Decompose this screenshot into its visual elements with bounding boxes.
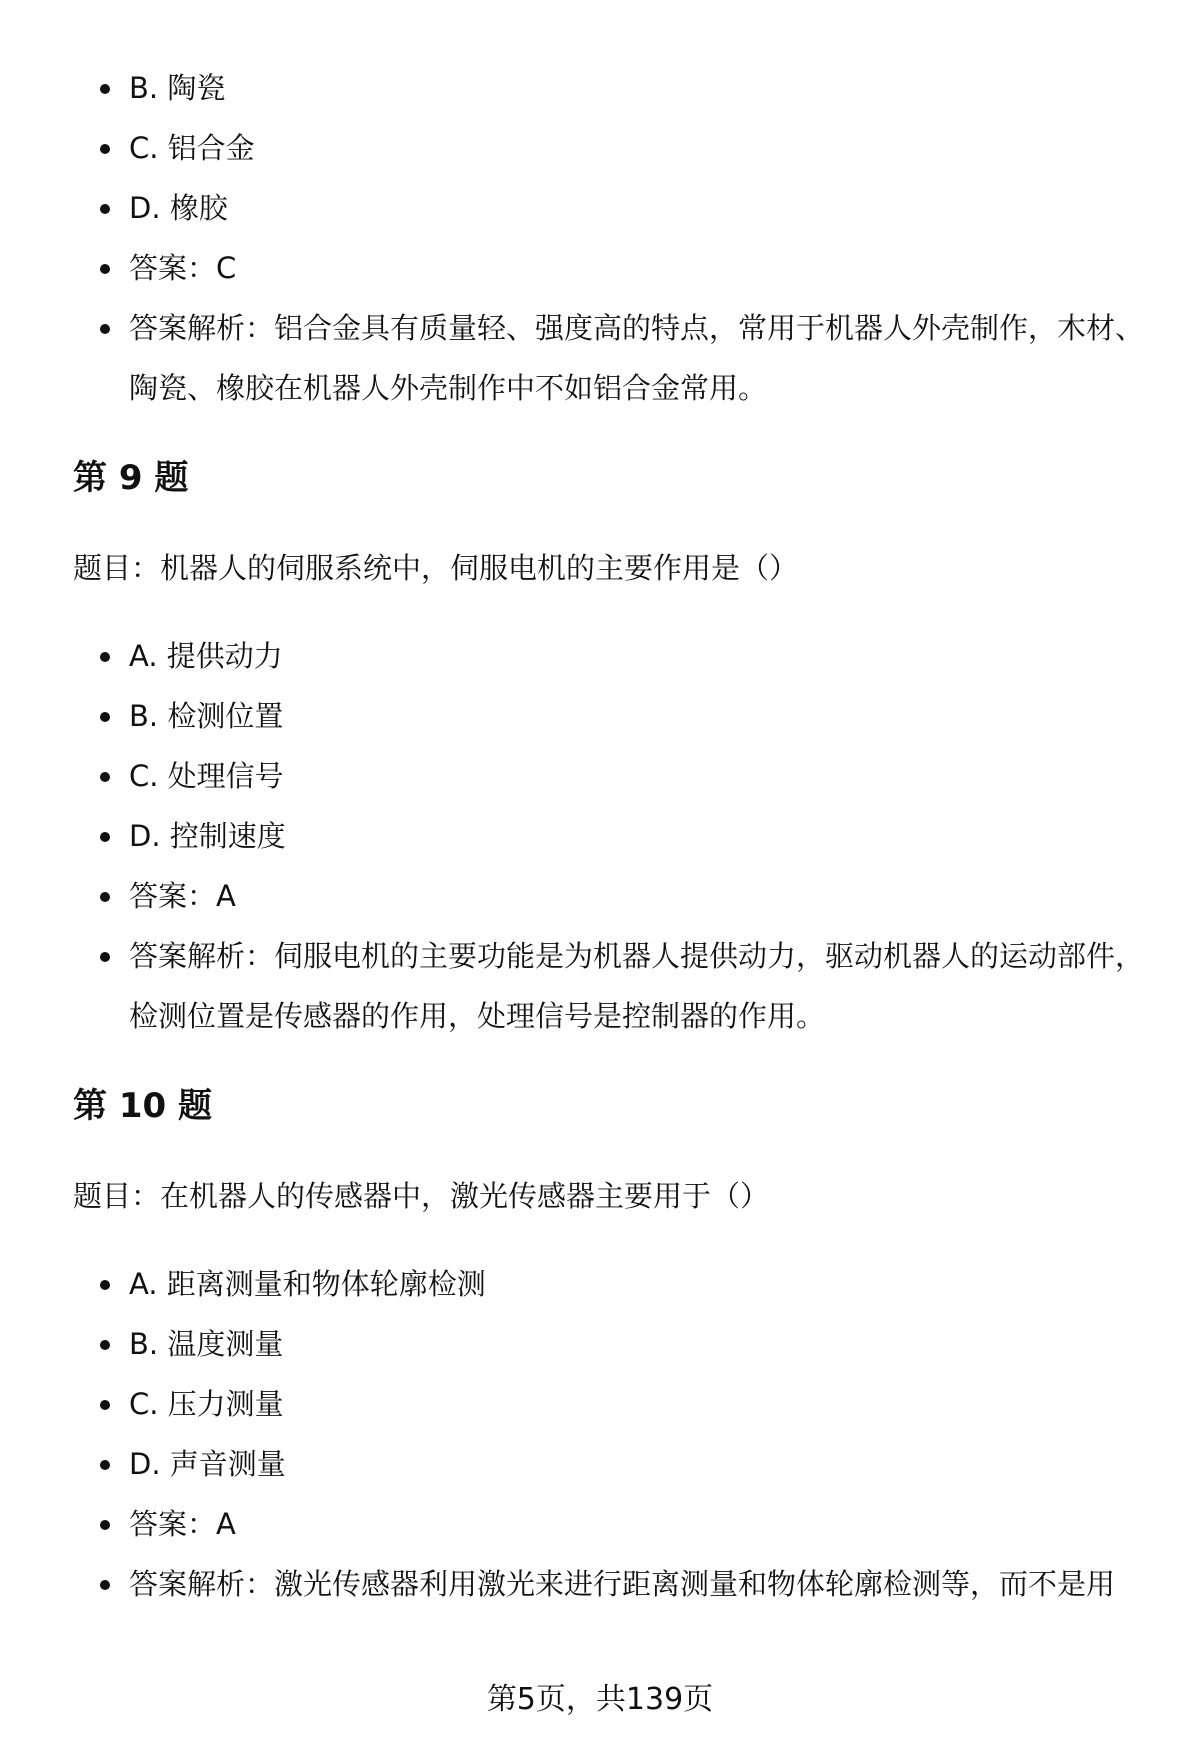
q8-options-list bbox=[73, 58, 1153, 418]
q10-answer: 答案：A bbox=[73, 1494, 1153, 1554]
q10-option-a: A. 距离测量和物体轮廓检测 bbox=[73, 1254, 1153, 1314]
q10-option-d: D. 声音测量 bbox=[73, 1434, 1153, 1494]
page-content bbox=[73, 58, 1153, 1614]
q8-explanation: 答案解析：铝合金具有质量轻、强度高的特点，常用于机器人外壳制作，木材、陶瓷、橡胶在机器人外壳制作中不如铝合金常用。 bbox=[73, 298, 1153, 418]
q9-option-a: A. 提供动力 bbox=[73, 626, 1153, 686]
q9-option-c: C. 处理信号 bbox=[73, 746, 1153, 806]
q10-explanation: 答案解析：激光传感器利用激光来进行距离测量和物体轮廓检测等，而不是用 bbox=[73, 1554, 1153, 1614]
q9-answer: 答案：A bbox=[73, 866, 1153, 926]
q8-option-b: B. 陶瓷 bbox=[73, 58, 1153, 118]
q10-question: 题目：在机器人的传感器中，激光传感器主要用于（） bbox=[73, 1179, 770, 1213]
q10-title: 第 10 题 bbox=[73, 1086, 212, 1126]
q8-option-d: D. 橡胶 bbox=[73, 178, 1153, 238]
q9-option-b: B. 检测位置 bbox=[73, 686, 1153, 746]
q9-title: 第 9 题 bbox=[73, 458, 189, 498]
q10-options-list bbox=[73, 1254, 1153, 1614]
q8-answer: 答案：C bbox=[73, 238, 1153, 298]
q9-options-list bbox=[73, 626, 1153, 1046]
page-footer: 第5页，共139页 bbox=[486, 1682, 714, 1717]
q10-option-b: B. 温度测量 bbox=[73, 1314, 1153, 1374]
q9-question: 题目：机器人的伺服系统中，伺服电机的主要作用是（） bbox=[73, 551, 799, 585]
q8-option-c: C. 铝合金 bbox=[73, 118, 1153, 178]
q9-option-d: D. 控制速度 bbox=[73, 806, 1153, 866]
q10-option-c: C. 压力测量 bbox=[73, 1374, 1153, 1434]
q9-explanation: 答案解析：伺服电机的主要功能是为机器人提供动力，驱动机器人的运动部件，检测位置是传感器的作用，处理信号是控制器的作用。 bbox=[73, 926, 1153, 1046]
